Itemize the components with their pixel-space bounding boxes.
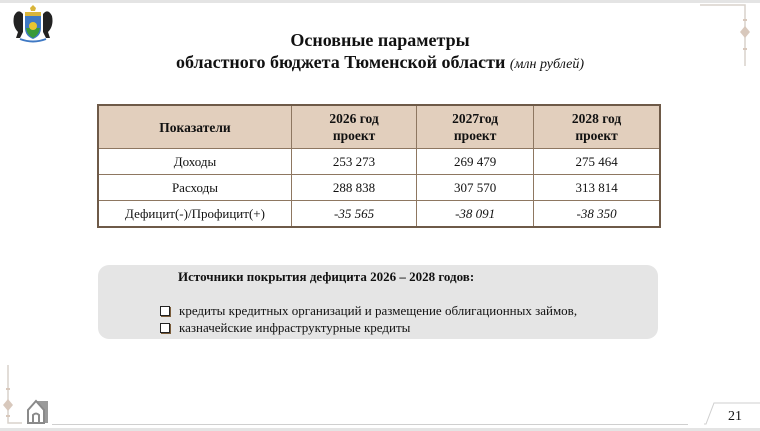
corner-ornament-right xyxy=(700,4,755,66)
footer-line xyxy=(52,424,688,425)
header-status: проект xyxy=(332,128,376,143)
list-item xyxy=(160,319,577,336)
cell-value: -35 565 xyxy=(292,201,417,228)
cell-value: -38 350 xyxy=(534,201,660,228)
title-line-1: Основные параметры xyxy=(290,30,470,50)
sources-heading: Источники покрытия дефицита 2026 – 2028 годов: xyxy=(178,269,475,284)
cell-value: 307 570 xyxy=(417,175,534,201)
header-status: проект xyxy=(453,128,497,143)
list-item xyxy=(160,302,577,319)
cell-value: 275 464 xyxy=(534,149,660,175)
checkbox-bullet-icon xyxy=(160,323,170,333)
header-year: 2026 год xyxy=(329,111,379,126)
header-2028 xyxy=(534,105,660,149)
header-2026 xyxy=(292,105,417,149)
checkbox-bullet-icon xyxy=(160,306,170,316)
page-number: 21 xyxy=(728,409,742,424)
header-year: 2027год xyxy=(452,111,499,126)
header-label: Показатели xyxy=(159,119,231,135)
title-line-2 xyxy=(150,51,610,76)
table-row-expenses xyxy=(98,175,660,201)
row-label: Дефицит(-)/Профицит(+) xyxy=(98,201,292,228)
sources-list xyxy=(160,302,577,336)
table-header-row xyxy=(98,105,660,149)
cell-value: 313 814 xyxy=(534,175,660,201)
row-label: Доходы xyxy=(98,149,292,175)
header-indicators xyxy=(98,105,292,149)
title-line-2-text: областного бюджета Тюменской области xyxy=(175,52,506,72)
list-item-text: казначейские инфраструктурные кредиты xyxy=(179,320,411,335)
deficit-sources-panel xyxy=(98,265,658,339)
cell-value: -38 091 xyxy=(417,201,534,228)
table-row-deficit xyxy=(98,201,660,228)
cell-value: 269 479 xyxy=(417,149,534,175)
budget-parameters-table xyxy=(97,104,661,228)
header-year: 2028 год xyxy=(571,111,622,126)
list-item-text: кредиты кредитных организаций и размещение облигационных займов, xyxy=(179,303,578,318)
top-border xyxy=(0,0,760,3)
home-icon[interactable] xyxy=(25,398,51,424)
row-label: Расходы xyxy=(98,175,292,201)
cell-value: 253 273 xyxy=(292,149,417,175)
cell-value: 288 838 xyxy=(292,175,417,201)
page-title xyxy=(150,29,610,76)
table-row-income xyxy=(98,149,660,175)
header-2027 xyxy=(417,105,534,149)
coat-of-arms-logo xyxy=(8,4,58,44)
title-unit: (млн рублей) xyxy=(509,57,585,72)
header-status: проект xyxy=(575,128,618,143)
